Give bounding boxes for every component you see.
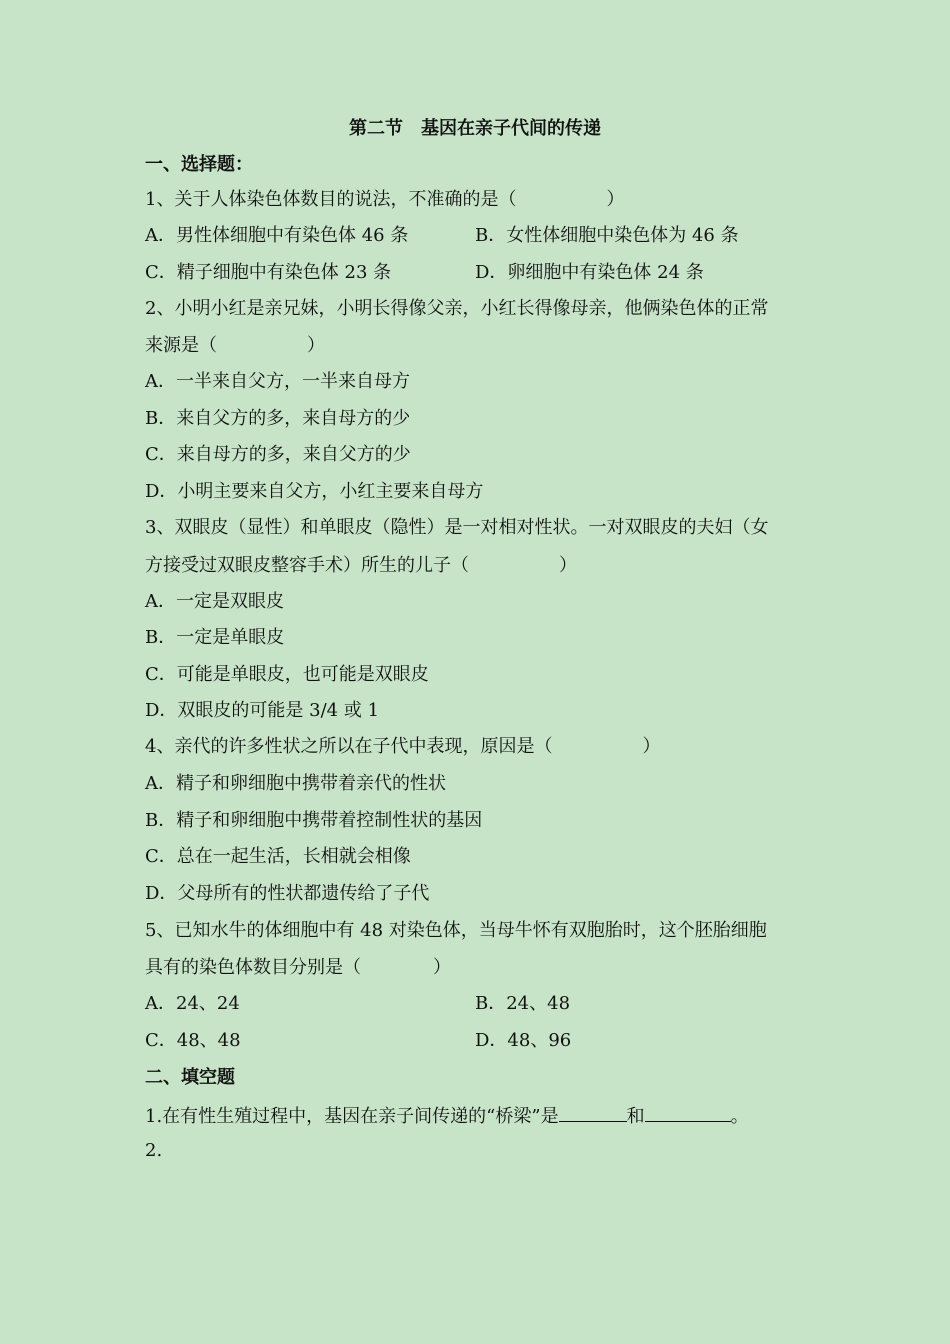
q4-stem: 4、亲代的许多性状之所以在子代中表现，原因是（ ） <box>145 736 661 757</box>
q1-option-b: B．女性体细胞中染色体为 46 条 <box>475 225 739 246</box>
q3-stem-line1: 3、双眼皮（显性）和单眼皮（隐性）是一对相对性状。一对双眼皮的夫妇（女 <box>145 517 769 538</box>
page-title: 第二节 基因在亲子代间的传递 <box>349 118 601 139</box>
q3-option-d: D．双眼皮的可能是 3/4 或 1 <box>145 700 380 721</box>
q2-option-d: D．小明主要来自父方，小红主要来自母方 <box>145 481 484 502</box>
fill1-suffix: 。 <box>730 1106 749 1127</box>
q1-option-c: C．精子细胞中有染色体 23 条 <box>145 262 392 283</box>
q5-stem-line1: 5、已知水牛的体细胞中有 48 对染色体，当母牛怀有双胞胎时，这个胚胎细胞 <box>145 920 767 941</box>
fill1-blank-1 <box>559 1103 627 1122</box>
fill-question-1 <box>145 1103 749 1128</box>
q4-option-d: D．父母所有的性状都遗传给了子代 <box>145 883 430 904</box>
q3-stem-line2: 方接受过双眼皮整容手术）所生的儿子（ ） <box>145 555 577 576</box>
q4-option-c: C．总在一起生活，长相就会相像 <box>145 846 411 867</box>
q4-option-b: B．精子和卵细胞中携带着控制性状的基因 <box>145 810 483 831</box>
q2-option-c: C．来自母方的多，来自父方的少 <box>145 444 411 465</box>
q2-stem-line2: 来源是（ ） <box>145 335 325 356</box>
fill1-middle: 和 <box>626 1106 645 1127</box>
fill-question-2: 2. <box>145 1140 163 1161</box>
q5-option-c: C．48、48 <box>145 1030 241 1051</box>
q5-option-b: B．24、48 <box>475 993 571 1014</box>
q5-option-a: A．24、24 <box>145 993 240 1014</box>
q1-option-d: D．卵细胞中有染色体 24 条 <box>475 262 704 283</box>
fill1-blank-2 <box>645 1103 731 1122</box>
q2-option-b: B．来自父方的多，来自母方的少 <box>145 408 411 429</box>
q1-stem: 1、关于人体染色体数目的说法，不准确的是（ ） <box>145 189 625 210</box>
q3-option-a: A．一定是双眼皮 <box>145 591 284 612</box>
q5-option-d: D．48、96 <box>475 1030 572 1051</box>
q2-stem-line1: 2、小明小红是亲兄妹，小明长得像父亲，小红长得像母亲，他俩染色体的正常 <box>145 298 769 319</box>
fill1-prefix: 1.在有性生殖过程中，基因在亲子间传递的“桥梁”是 <box>145 1106 559 1127</box>
section-heading-choice: 一、选择题： <box>145 154 253 175</box>
q5-stem-line2: 具有的染色体数目分别是（ ） <box>145 957 451 978</box>
q4-option-a: A．精子和卵细胞中携带着亲代的性状 <box>145 773 446 794</box>
q3-option-b: B．一定是单眼皮 <box>145 627 285 648</box>
q3-option-c: C．可能是单眼皮，也可能是双眼皮 <box>145 664 429 685</box>
q1-option-a: A．男性体细胞中有染色体 46 条 <box>145 225 409 246</box>
section-heading-fill: 二、填空题 <box>145 1067 235 1088</box>
q2-option-a: A．一半来自父方，一半来自母方 <box>145 371 410 392</box>
